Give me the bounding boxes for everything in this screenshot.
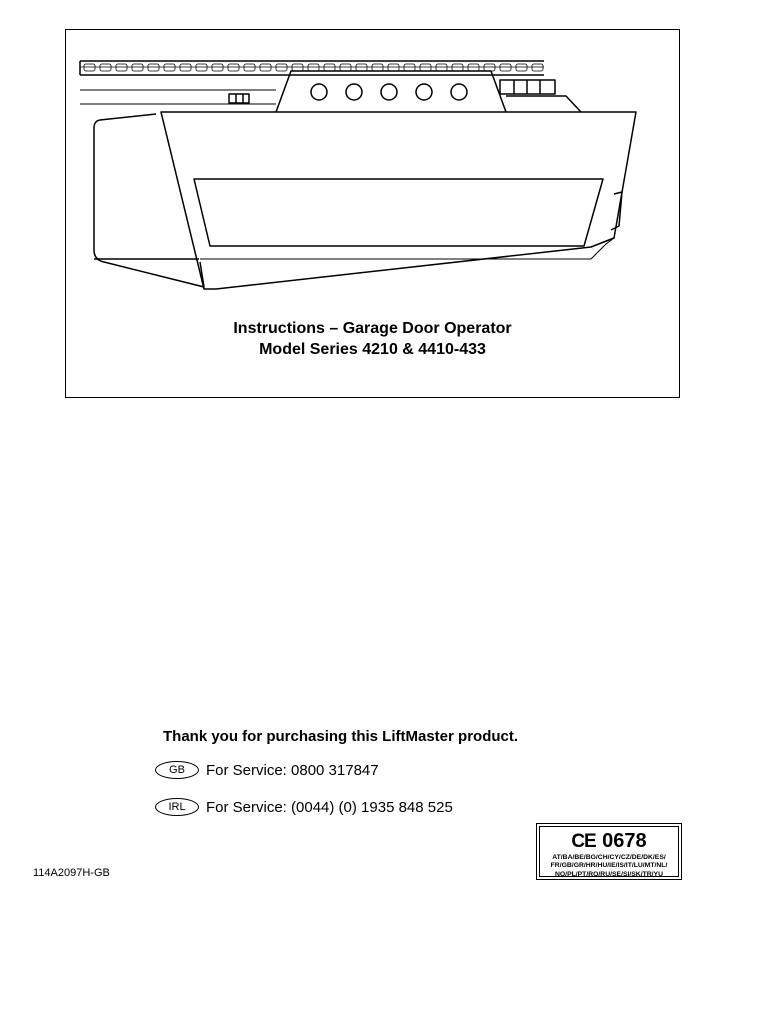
cover-title-block	[66, 318, 679, 360]
cover-frame	[65, 29, 680, 398]
ce-country-line: NO/PL/PT/RO/RU/SE/SI/SK/TR/YU	[554, 870, 663, 878]
chain-link	[196, 64, 207, 71]
chain-link	[292, 64, 303, 71]
country-badge-gb: GB	[155, 761, 199, 779]
service-text-gb: For Service: 0800 317847	[206, 761, 379, 779]
chain-link	[484, 64, 495, 71]
chain-link	[212, 64, 223, 71]
chain-link	[532, 64, 543, 71]
chain-link	[324, 64, 335, 71]
chain-link	[516, 64, 527, 71]
chain-link	[228, 64, 239, 71]
chain-link	[356, 64, 367, 71]
chain-link	[100, 64, 111, 71]
thank-you-text: Thank you for purchasing this LiftMaster product.	[163, 728, 519, 745]
chain-link	[404, 64, 415, 71]
chain-link	[132, 64, 143, 71]
service-irl	[155, 796, 453, 818]
chain-link	[260, 64, 271, 71]
garage-door-operator-illustration	[66, 30, 679, 310]
chain-link	[116, 64, 127, 71]
chain-link	[244, 64, 255, 71]
chain-link	[164, 64, 175, 71]
chain-link	[308, 64, 319, 71]
chain-link	[340, 64, 351, 71]
service-gb	[155, 759, 379, 781]
chain-link	[372, 64, 383, 71]
chain-link	[388, 64, 399, 71]
chain-link	[148, 64, 159, 71]
ce-country-list	[540, 854, 678, 879]
title-line-1: Instructions – Garage Door Operator	[233, 320, 512, 337]
ce-certification-box	[536, 823, 682, 880]
chain-link	[420, 64, 431, 71]
document-code: 114A2097H-GB	[33, 867, 110, 879]
chain-link	[180, 64, 191, 71]
chain-link	[436, 64, 447, 71]
ce-country-line: AT/BA/BE/BG/CH/CY/CZ/DE/DK/ES/	[552, 854, 666, 861]
chain-link	[84, 64, 95, 71]
service-text-irl: For Service: (0044) (0) 1935 848 525	[206, 798, 453, 816]
ce-notified-body-number: 0678	[602, 830, 647, 852]
chain-link	[468, 64, 479, 71]
chain-link	[500, 64, 511, 71]
ce-mark-icon: CE	[571, 831, 596, 852]
ce-country-line: FR/GB/GR/HR/HU/IE/IS/IT/LU/MT/NL/	[550, 862, 668, 870]
title-line-2: Model Series 4210 & 4410-433	[259, 341, 486, 358]
chain-link	[452, 64, 463, 71]
country-badge-irl: IRL	[155, 798, 199, 816]
chain-link	[276, 64, 287, 71]
